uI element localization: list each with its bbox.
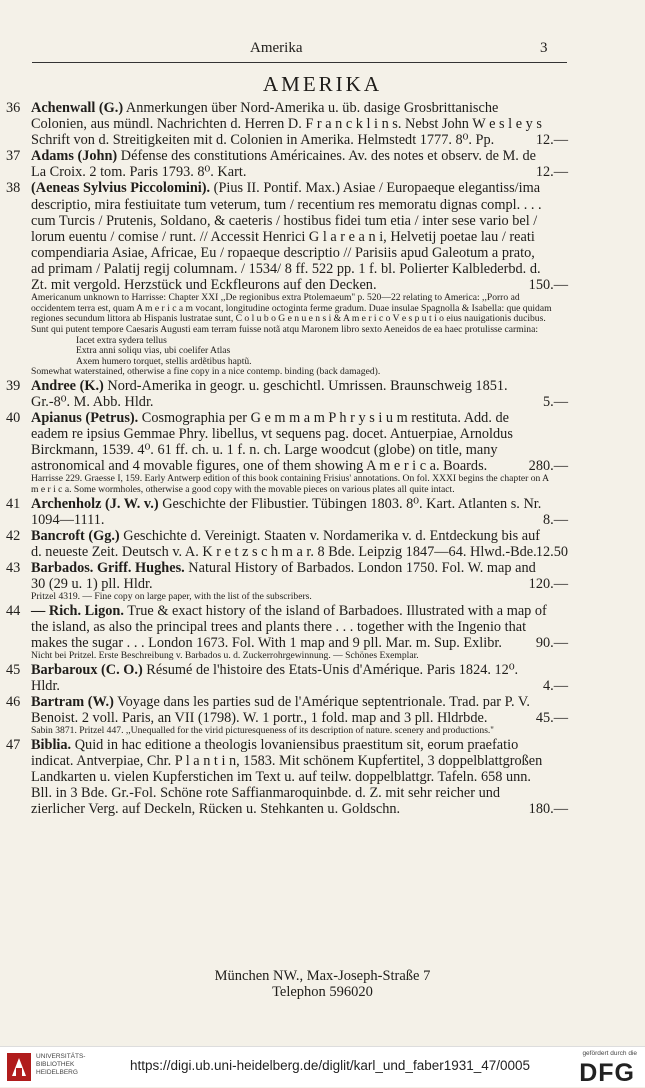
dfg-logo: DFG — [579, 1059, 635, 1087]
entry-number: 39 — [6, 377, 21, 394]
university-library-logo-icon — [6, 1052, 32, 1082]
entry-44 — [6, 602, 568, 651]
entry-45 — [6, 661, 568, 694]
verse-line: Iacet extra sydera tellus — [76, 334, 167, 346]
entry-47 — [6, 736, 568, 817]
note-text: Americanum unknown to Harrisse: Chapter XXI ,,De regionibus extra Ptolemaeum'' p. 520—22 relating to America: ,,Porro ad occidentem terra est, quam A m e r i c a m vocant, longitudine octoginta ferme gradum. Duae insulae Spagnolla & Isabella: que quidam regiones secundum littora ab Hispanis lustratae sunt, C o l u b o G e n u e n s i & A m e r i c o V e s p u t i o eius nauigationis ducibus. Sunt qui putent tempore Caesaris Augusti eam terram fuisse notã atqu Maronem libro sexto Aeneidos de ea haec protulisse carmina: — [31, 292, 552, 335]
entry-number: 47 — [6, 736, 21, 753]
entry-author: Barbaroux (C. O.) — [31, 661, 143, 678]
entry-37 — [6, 148, 568, 181]
entry-description: Nord-Amerika in geogr. u. geschichtl. Umrissen. Braunschweig 1851. Gr.-8⁰. M. Abb. Hldr. — [31, 377, 508, 410]
page-number: 3 — [540, 40, 548, 56]
section-heading: AMERIKA — [263, 72, 382, 96]
permalink-url[interactable]: https://digi.ub.uni-heidelberg.de/diglit/karl_und_faber1931_47/0005 — [130, 1058, 531, 1073]
entry-author: Barbados. Griff. Hughes. — [31, 560, 185, 576]
note-text: Somewhat waterstained, otherwise a fine copy in a nice contemp. binding (back damaged). — [31, 366, 381, 378]
funding-note: gefördert durch die — [582, 1050, 637, 1057]
entry-number: 44 — [6, 602, 21, 619]
entry-author: Achenwall (G.) — [31, 100, 124, 116]
entry-description: Cosmographia per G e m m a m P h r y s i u m restituta. Add. de eadem re ipsius Gemmae Phry. libellus, vt sequens pag. docet. Antuerpiae, Arnoldus Birckmann, 1539. 4⁰. 61 ff. ch. u. 1 f. n. ch. Large woodcut (globe) on title, many astronomical and 4 movable figures, one of them showing A m e r i c a. Boards. — [31, 410, 513, 475]
entry-author: Andree (K.) — [31, 377, 104, 394]
entry-price: 12.— — [535, 164, 568, 181]
entry-price: 120.— — [528, 576, 568, 593]
entry-author: Apianus (Petrus). — [31, 410, 139, 427]
address-line: München NW., Max-Joseph-Straße 7 — [214, 968, 431, 984]
entry-41 — [6, 495, 568, 528]
entry-author: (Aeneas Sylvius Piccolomini). — [31, 180, 211, 197]
digitization-bar — [0, 1046, 645, 1087]
verse-line: Extra anni soliqu vias, ubi coelifer Atlas — [76, 345, 231, 357]
entry-description: Résumé de l'histoire des Etats-Unis d'Amérique. Paris 1824. 12⁰. Hldr. — [31, 661, 519, 694]
entry-price: 8.— — [542, 511, 568, 528]
entry-number: 46 — [6, 693, 21, 710]
phone-line: Telephon 596020 — [272, 984, 373, 1000]
entry-price: 150.— — [528, 277, 568, 294]
entry-description: (Pius II. Pontif. Max.) Asiae / Europaeque elegantiss/ima descriptio, mira festiuitate tum veterum, tum / recentium res memoratu dignas compl. . . . cum Turcis / Prutenis, Soldano, & caeteris / hostibus fidei tum etia / inter sese vario bel / lorum euentu / comise / runt. // Accessit Henrici G l a r e a n i, Helvetij poetae lau / reati compendiaria Asiae, Africae, Eu / ropaeque descriptio // Parisiis apud Galeotum a prato, ad primam / Palatij regij columnam. / 1534/ 8 ff. 522 pp. 1 f. bl. Polierter Kalblederbd. d. Zt. mit vergold. Herzstück und Eckfleurons auf den Decken. — [31, 180, 542, 294]
entry-price: 12.— — [535, 132, 568, 149]
entry-38 — [6, 180, 568, 294]
entry-number: 42 — [6, 527, 21, 544]
entry-46 — [6, 693, 568, 726]
entry-description: Natural History of Barbados. London 1750. Fol. W. map and 30 (29 u. 1) pll. Hldr. — [31, 560, 536, 593]
entry-description: Quid in hac editione a theologis lovaniensibus praestitum sit, eorum praefatio indicat. Antverpiae, Chr. P l a n t i n, 1583. Mit schönem Kupfertitel, 3 doppelblattgroßen Landkarten u. vielen Kupferstichen im Text u. auf teilw. doppelblattgr. Tafeln. 658 unn. Bll. in 3 Bde. Gr.-Fol. Schöne rote Saffianmaroquinbde. d. Z. mit sehr reicher und zierlicher Verg. auf Deckeln, Rücken u. Stehkanten u. Goldschn. — [31, 736, 543, 817]
entry-description: Geschichte d. Vereinigt. Staaten v. Nordamerika v. d. Entdeckung bis auf d. neueste Zeit. Deutsch v. A. K r e t z s c h m a r. 8 Bde. Leipzig 1847—64. Hlwd.-Bde. — [31, 527, 540, 560]
entry-description: Voyage dans les parties sud de l'Amérique septentrionale. Trad. par P. V. Benoist. 2 voll. Paris, an VII (1798). W. 1 portr., 1 fold. map and 3 pll. Hldrbde. — [31, 693, 530, 726]
entry-price: 45.— — [535, 709, 568, 726]
entry-43 — [6, 560, 568, 593]
entry-description: Geschichte der Flibustier. Tübingen 1803. 8⁰. Kart. Atlanten s. Nr. 1094—1111. — [31, 495, 542, 528]
entry-author: Bancroft (Gg.) — [31, 527, 120, 544]
entry-description: True & exact history of the island of Barbadoes. Illustrated with a map of the island, as also the principal trees and plants there . . . together with the Ingenio that makes the sugar . . . London 1673. Fol. With 1 map and 9 pll. Mar. m. Sup. Exlibr. — [31, 602, 547, 651]
entry-author: — Rich. Ligon. — [31, 602, 124, 619]
entry-number: 40 — [6, 410, 21, 427]
entry-36 — [6, 100, 568, 149]
catalog-body — [6, 100, 568, 817]
entry-39 — [6, 377, 568, 410]
entry-author: Archenholz (J. W. v.) — [31, 495, 159, 512]
entry-number: 43 — [6, 560, 21, 576]
entry-42 — [6, 527, 568, 560]
entry-price: 280.— — [528, 458, 568, 475]
note-text: Pritzel 4319. — Fine copy on large paper, with the list of the subscribers. — [31, 591, 312, 603]
verse-line: Axem humero torquet, stellis ardẽtibus haptũ. — [76, 355, 252, 367]
entry-description: Anmerkungen über Nord-Amerika u. üb. dasige Grosbrittanische Colonien, aus mündl. Nachrichten d. Herren D. F r a n c k l i n s. Nebst John W e s l e y s Schrift von d. Streitigkeiten mit d. Colonien in Amerika. Helmstedt 1777. 8⁰. Pp. — [31, 100, 542, 149]
institution-name: UNIVERSITÄTS- BIBLIOTHEK HEIDELBERG — [36, 1053, 86, 1076]
entry-46-note — [6, 726, 558, 737]
entry-price: 5.— — [542, 393, 568, 410]
entry-40 — [6, 410, 568, 475]
entry-price: 12.50 — [535, 543, 568, 560]
entry-number: 45 — [6, 661, 21, 678]
note-text: Sabin 3871. Pritzel 447. ,,Unequalled for the virid picturesqueness of its description of nature. scenery and productions.'' — [31, 725, 494, 737]
running-title: Amerika — [250, 40, 303, 56]
entry-author: Biblia. — [31, 736, 72, 753]
note-text: Harrisse 229. Graesse I, 159. Early Antwerp edition of this book containing Frisius' annotations. On fol. XXXI begins the chapter on A m e r i c a. Some wormholes, otherwise a good copy with the movable pieces on various plates all quite intact. — [31, 473, 549, 496]
entry-44-note — [6, 651, 558, 662]
entry-author: Adams (John) — [31, 148, 118, 165]
entry-price: 4.— — [542, 677, 568, 694]
entry-40-note — [6, 474, 558, 495]
publisher-address — [0, 968, 645, 1000]
entry-price: 90.— — [535, 634, 568, 651]
entry-43-note — [6, 592, 558, 603]
entry-number: 41 — [6, 495, 21, 512]
entry-number: 36 — [6, 100, 21, 116]
entry-price: 180.— — [528, 801, 568, 817]
entry-number: 38 — [6, 180, 21, 197]
entry-number: 37 — [6, 148, 21, 165]
note-text: Nicht bei Pritzel. Erste Beschreibung v. Barbados u. d. Zuckerrohrgewinnung. — Schönes Exemplar. — [31, 650, 419, 662]
entry-author: Bartram (W.) — [31, 693, 114, 710]
entry-38-note — [6, 293, 558, 378]
entry-description: Défense des constitutions Américaines. Av. des notes et observ. de M. de La Croix. 2 tom. Paris 1793. 8⁰. Kart. — [31, 148, 536, 181]
header-rule — [32, 62, 567, 63]
